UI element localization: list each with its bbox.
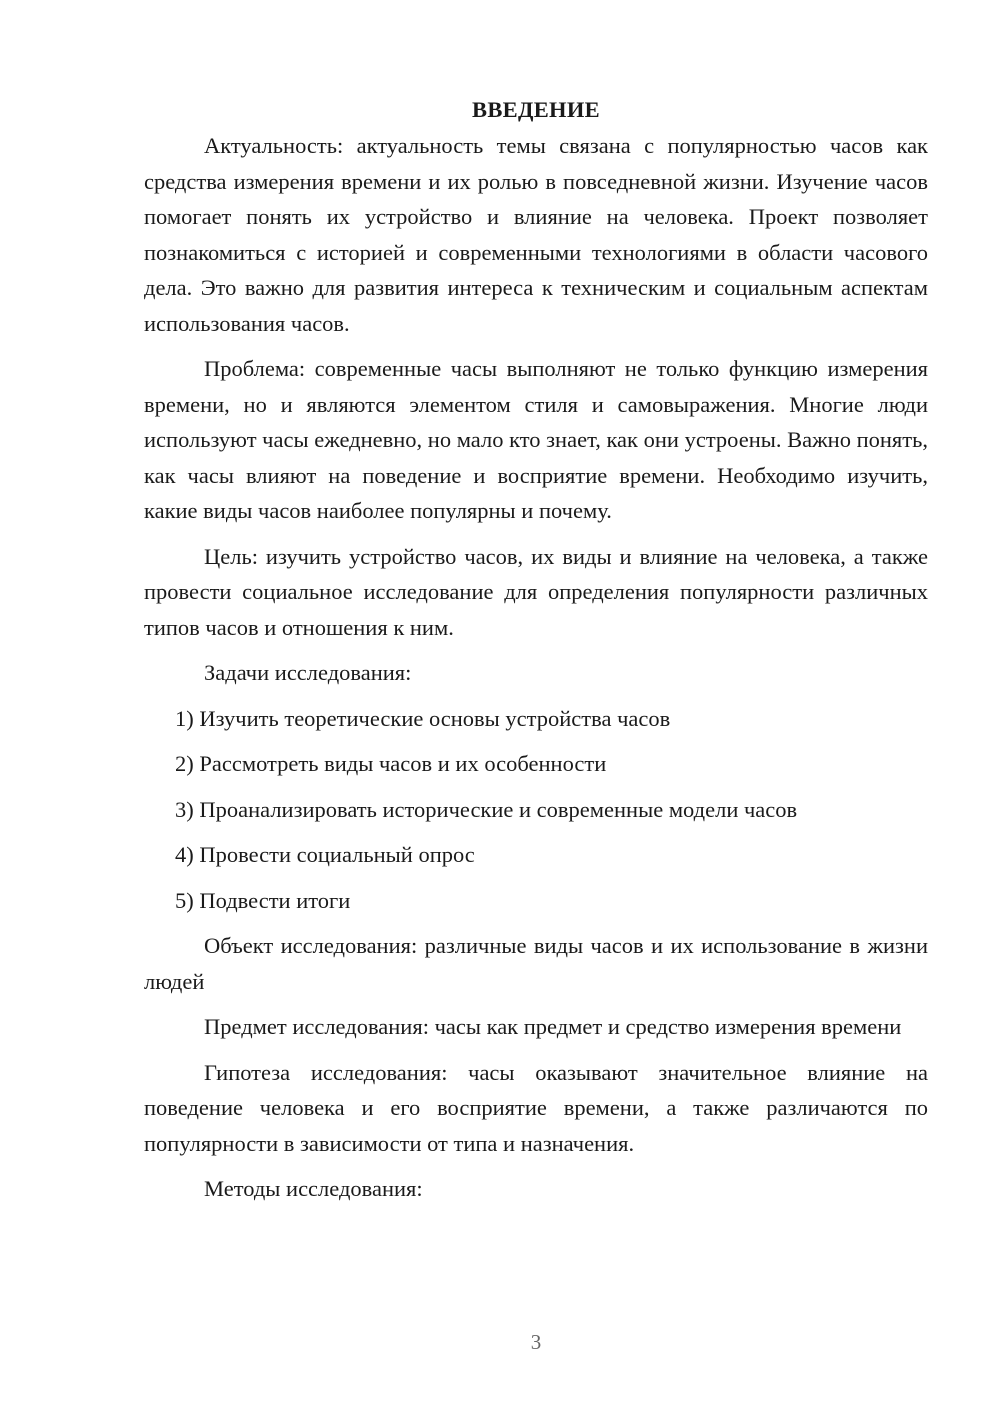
goal-paragraph: Цель: изучить устройство часов, их виды и влияние на человека, а также провести социальное исследование для определения популярности различных типов часов и отношения к ним. <box>144 543 928 640</box>
problem-paragraph: Проблема: современные часы выполняют не только функцию измерения времени, но и являются элементом стиля и самовыражения. Многие люди используют часы ежедневно, но мало кто знает, как они устроены. Важно понять, как часы влияют на поведение и восприятие времени. Необходимо изучить, какие виды часов наиболее популярны и почему. <box>144 356 928 523</box>
subject-paragraph: Предмет исследования: часы как предмет и средство измерения времени <box>204 1014 902 1039</box>
object-paragraph: Объект исследования: различные виды часов и их использование в жизни людей <box>144 933 928 994</box>
page-content <box>144 92 928 1217</box>
relevance-paragraph: Актуальность: актуальность темы связана с популярностью часов как средства измерения времени и их ролью в повседневной жизни. Изучение часов помогает понять их устройство и влияние на человека. Проект позволяет познакомиться с историей и современными технологиями в области часового дела. Это важно для развития интереса к техническим и социальным аспектам использования часов. <box>144 133 928 336</box>
page-number: 3 <box>530 1330 542 1354</box>
hypothesis-paragraph: Гипотеза исследования: часы оказывают значительное влияние на поведение человека и его восприятие времени, а также различаются по популярности в зависимости от типа и назначения. <box>144 1059 928 1156</box>
task-item-4: 4) Провести социальный опрос <box>175 842 475 867</box>
methods-label: Методы исследования: <box>204 1176 423 1201</box>
tasks-label: Задачи исследования: <box>204 660 412 685</box>
task-list <box>144 701 928 919</box>
page-title: ВВЕДЕНИЕ <box>472 97 600 122</box>
task-item-2: 2) Рассмотреть виды часов и их особенности <box>175 751 607 776</box>
task-item-1: 1) Изучить теоретические основы устройства часов <box>175 705 671 731</box>
task-item-3: 3) Проанализировать исторические и современные модели часов <box>175 796 798 822</box>
task-item-5: 5) Подвести итоги <box>175 887 351 913</box>
